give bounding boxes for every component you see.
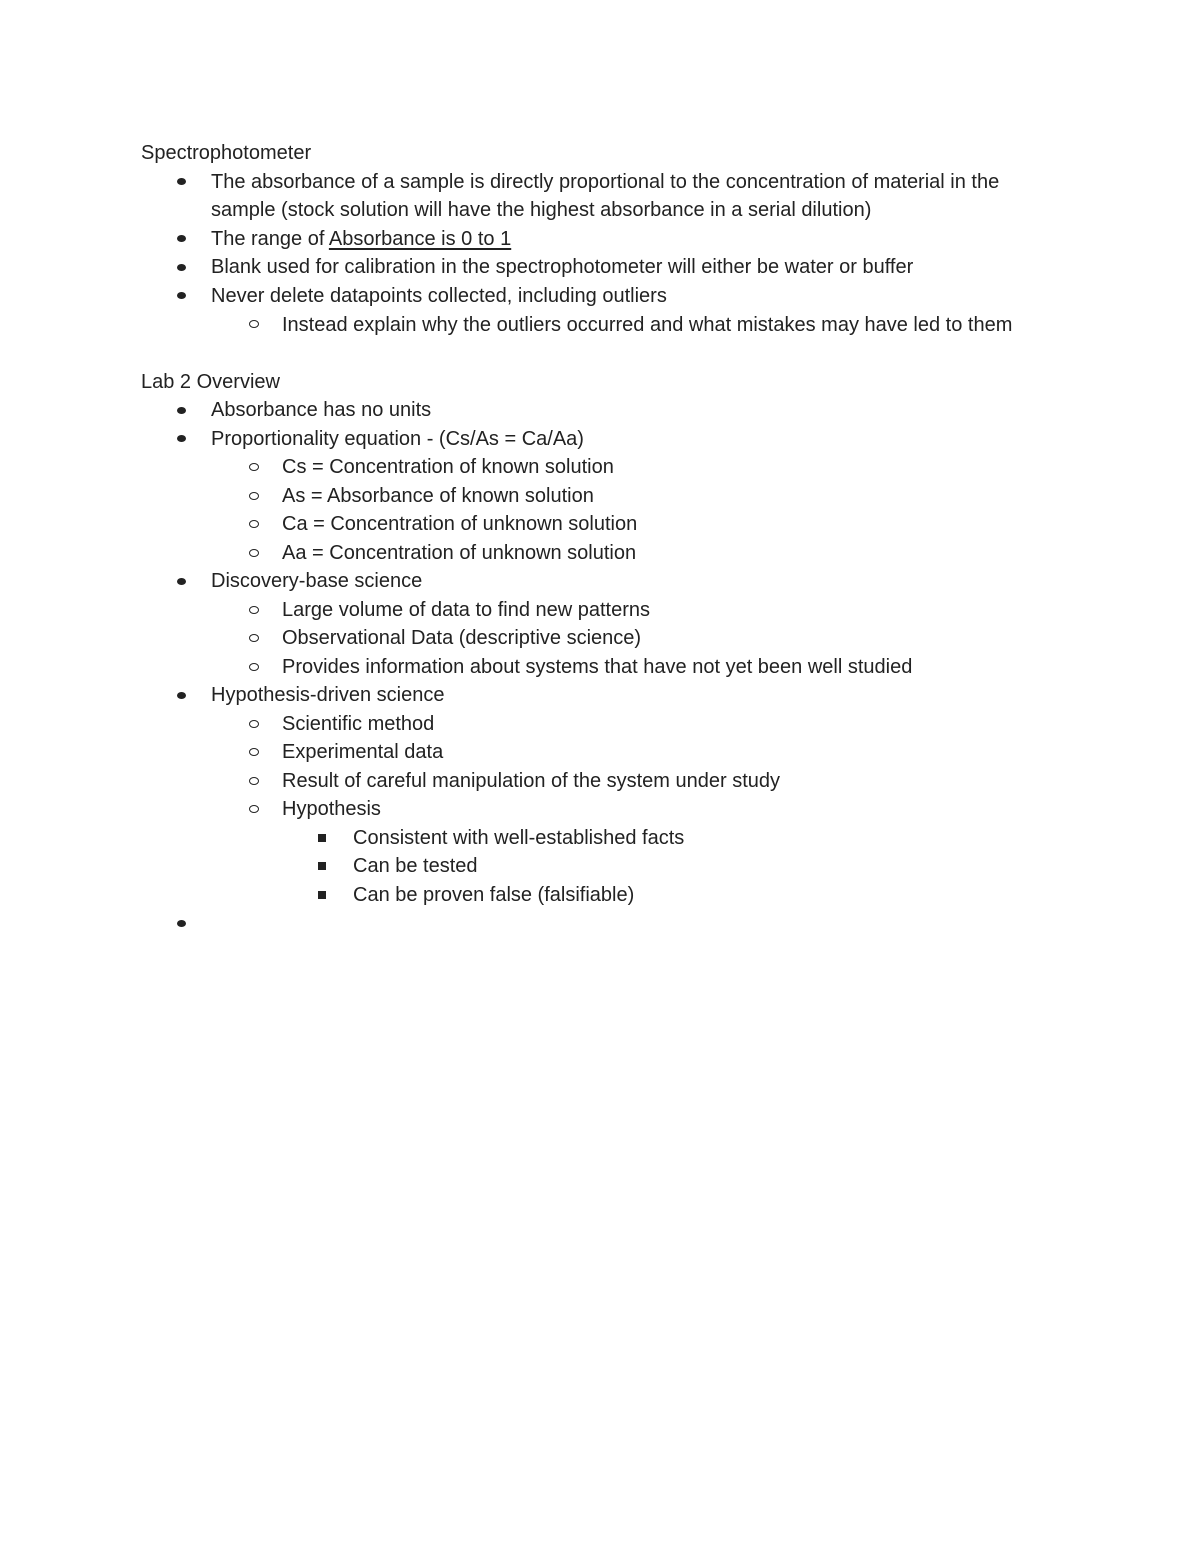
- list-item-text: Can be proven false (falsifiable): [353, 883, 635, 906]
- document-page: [141, 139, 1041, 938]
- list-item-text: As = Absorbance of known solution: [282, 484, 594, 507]
- section-heading-spectrophotometer: Spectrophotometer: [141, 142, 312, 164]
- sub-list-item: [141, 596, 1041, 625]
- bullet-circle-icon: [249, 767, 259, 796]
- list-item: [141, 225, 1041, 254]
- section-heading-lab-2-overview: Lab 2 Overview: [141, 370, 280, 393]
- bullet-circle-icon: [249, 710, 259, 739]
- sub-list-item: [141, 624, 1041, 653]
- list-item-text: Can be tested: [353, 855, 478, 877]
- list-item-text: Blank used for calibration in the spectrophotometer will either be water or buffer: [211, 256, 914, 278]
- sub-list-item: [141, 453, 1041, 482]
- list-item-text: Provides information about systems that have not yet been well studied: [282, 655, 913, 678]
- bullet-dot-icon: [177, 681, 186, 710]
- list-item-text: Absorbance has no units: [211, 399, 432, 421]
- bullet-circle-icon: [249, 510, 259, 539]
- list-item-text: Hypothesis-driven science: [211, 684, 445, 706]
- bullet-square-icon: [318, 852, 326, 881]
- list-item-text: The range of: [211, 227, 329, 250]
- bullet-circle-icon: [249, 482, 259, 511]
- bullet-circle-icon: [249, 453, 259, 482]
- list-item-text: Observational Data (descriptive science): [282, 627, 642, 649]
- list-item: [141, 567, 1041, 596]
- list-item-text: Result of careful manipulation of the system under study: [282, 769, 781, 792]
- sub-sub-list-item: [141, 824, 1041, 853]
- sub-list-item: [141, 738, 1041, 767]
- list-item-text: Discovery-base science: [211, 570, 423, 592]
- sub-sub-list-item: [141, 852, 1041, 881]
- list-item: [141, 168, 1041, 225]
- sub-list-item: [141, 310, 1042, 340]
- list-item: [141, 681, 1041, 710]
- list-item-text: Aa = Concentration of unknown solution: [282, 541, 637, 564]
- list-item: [141, 425, 1041, 454]
- list-item-text: Cs = Concentration of known solution: [282, 456, 614, 478]
- bullet-circle-icon: [249, 539, 259, 568]
- list-item: [141, 253, 1041, 282]
- list-item-text: Hypothesis: [282, 798, 381, 820]
- bullet-square-icon: [318, 881, 326, 910]
- sub-list-item: [141, 510, 1041, 539]
- list-item-text: [211, 912, 217, 934]
- bullet-dot-icon: [177, 567, 186, 596]
- bullet-dot-icon: [177, 225, 186, 254]
- list-item-text: Ca = Concentration of unknown solution: [282, 513, 638, 535]
- bullet-circle-icon: [249, 596, 259, 625]
- bullet-dot-icon: [177, 253, 186, 282]
- sub-list-item: [141, 767, 1041, 796]
- sub-list-item: [141, 539, 1041, 568]
- bullet-square-icon: [318, 824, 326, 853]
- bullet-circle-icon: [249, 653, 259, 682]
- underlined-text: Absorbance is 0 to 1: [328, 227, 512, 250]
- sub-list-item: [141, 482, 1041, 511]
- bullet-dot-icon: [177, 282, 186, 311]
- list-item-text: Instead explain why the outliers occurred and what mistakes may have led to them: [282, 314, 1013, 336]
- sub-list-item: [141, 795, 1041, 824]
- list-item: [141, 282, 1041, 311]
- bullet-dot-icon: [177, 425, 186, 454]
- empty-list-item: [141, 909, 1041, 938]
- bullet-dot-icon: [177, 168, 186, 197]
- bullet-circle-icon: [249, 795, 259, 824]
- section-gap: [141, 340, 1041, 368]
- list-item-text: Large volume of data to find new patterns: [282, 598, 651, 621]
- list-item: [141, 396, 1041, 425]
- sub-list-item: [141, 653, 1041, 682]
- bullet-dot-icon: [177, 396, 186, 425]
- bullet-circle-icon: [249, 624, 259, 653]
- list-item-text: Experimental data: [282, 741, 444, 763]
- sub-sub-list-item: [141, 881, 1041, 910]
- list-item-text: The absorbance of a sample is directly proportional to the concentration of material in the sample (stock solution will have the highest absorbance in a serial dilution): [211, 170, 1000, 221]
- bullet-circle-icon: [249, 310, 259, 339]
- list-item-text: Scientific method: [282, 712, 435, 735]
- bullet-dot-icon: [177, 909, 186, 938]
- list-item-text: Never delete datapoints collected, including outliers: [211, 284, 667, 307]
- list-item-text: Consistent with well-established facts: [353, 826, 685, 849]
- sub-list-item: [141, 710, 1041, 739]
- bullet-circle-icon: [249, 738, 259, 767]
- list-item-text: Proportionality equation - (Cs/As = Ca/Aa): [211, 427, 584, 450]
